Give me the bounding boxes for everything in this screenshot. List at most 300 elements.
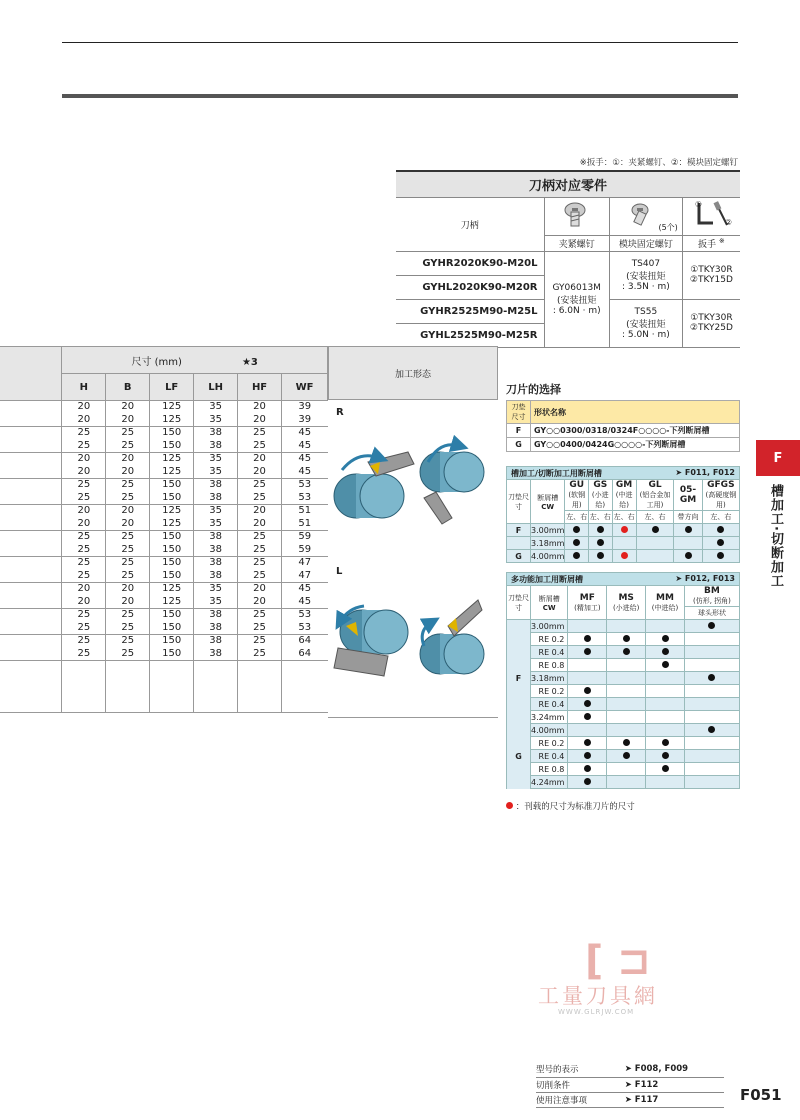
dim-cell: 25 [106,648,150,661]
grooving-row [507,524,740,537]
dot-icon [623,739,630,746]
direction-cell: 左、右 [702,511,739,524]
direction-cell: 左、右 [636,511,674,524]
dim-row [0,622,328,635]
multi-band: ➤ F012, F013 多功能加工用断屑槽 [507,573,740,586]
dot-cell [646,737,685,750]
pad-cell [507,685,531,698]
mb-3: BM (仿形, 拐角) [684,586,739,607]
grooving-cb-header: 断屑槽 CW [531,480,565,524]
dot-cell [589,550,612,563]
dim-cell: 25 [106,570,150,583]
dim-model-cell [0,505,62,518]
dim-empty-cell [238,661,282,713]
pad-cell [507,724,531,737]
dim-cell: 125 [150,466,194,479]
dim-model-cell [0,466,62,479]
direction-cell: 左、右 [612,511,636,524]
cw-cell: RE 0.4 [531,750,568,763]
dim-cell: 38 [194,479,238,492]
dim-cell: 53 [282,622,328,635]
dim-cell: 38 [194,570,238,583]
cw-cell: 4.00mm [531,724,568,737]
dim-model-cell [0,648,62,661]
dim-cell: 20 [238,453,282,466]
dot-cell [636,550,674,563]
header-rule [62,94,738,98]
cw-cell: 3.24mm [531,711,568,724]
grooving-row [507,537,740,550]
dim-cell: 150 [150,570,194,583]
dot-cell [565,537,589,550]
dim-cell: 20 [238,596,282,609]
dot-icon [662,752,669,759]
module-screw-icon [609,197,682,235]
dim-model-cell [0,427,62,440]
dot-cell [702,537,739,550]
clamp-value-cell: GY06013M (安装扭矩 : 6.0N · m) [544,251,609,347]
gb-1: GS (小进给) [589,480,612,511]
clamp-header: 夹紧螺钉 [544,235,609,251]
dot-icon [584,752,591,759]
wrench-header: 扳手 ※ [682,235,740,251]
dim-cell: 38 [194,609,238,622]
dot-cell [684,633,739,646]
dot-cell [684,711,739,724]
dot-icon [584,687,591,694]
dim-cell: 25 [106,557,150,570]
dim-model-cell [0,401,62,414]
ref-link-2[interactable]: ➤ F117 [611,1092,724,1107]
dot-cell [565,524,589,537]
dim-cell: 45 [282,466,328,479]
dim-cell: 150 [150,531,194,544]
pad-cell [507,659,531,672]
col-hf: HF [238,374,282,401]
dot-icon [685,526,692,533]
r-illustration [334,445,484,524]
dim-cell: 45 [282,427,328,440]
dim-cell: 35 [194,583,238,596]
dim-cell: 25 [62,622,106,635]
dot-icon [662,635,669,642]
dim-model-cell [0,531,62,544]
col-wf: WF [282,374,328,401]
dim-row [0,557,328,570]
dim-model-cell [0,622,62,635]
insert-g: GY○○0400/0424G○○○○-下列断屑槽 [531,438,740,452]
dot-icon [573,552,580,559]
dim-model-cell [0,518,62,531]
dim-cell: 25 [62,440,106,453]
grooving-body [507,524,740,563]
ref-link-1[interactable]: ➤ F112 [611,1077,724,1092]
dim-row [0,440,328,453]
dot-cell [612,537,636,550]
multi-pad-header: 刀垫尺寸 [507,586,531,620]
dim-cell: 150 [150,544,194,557]
dot-icon [623,635,630,642]
insert-f: GY○○0300/0318/0324F○○○○-下列断屑槽 [531,424,740,438]
dim-cell: 35 [194,518,238,531]
dot-cell [568,737,607,750]
dot-cell [568,620,607,633]
wrench-note: ※扳手：①：夹紧螺钉、②：模块固定螺钉 [579,158,738,168]
dot-cell [607,724,646,737]
dim-row [0,635,328,648]
dot-icon [717,552,724,559]
dot-icon [584,765,591,772]
model-2: GYHL2020K90-M20R [396,275,544,299]
dim-cell: 35 [194,414,238,427]
dot-icon [662,739,669,746]
watermark-url: WWW.GLRJW.COM [558,1008,635,1016]
shape-name-header: 形状名称 [531,401,740,424]
dim-cell: 47 [282,557,328,570]
multi-row [507,698,740,711]
dim-cell: 25 [62,427,106,440]
dot-icon [584,739,591,746]
dot-cell [568,646,607,659]
clamp-screw-icon [544,197,609,235]
dim-cell: 25 [62,557,106,570]
dot-cell [612,524,636,537]
dim-cell: 20 [106,505,150,518]
dot-cell [565,550,589,563]
multi-row [507,737,740,750]
dim-cell: 150 [150,622,194,635]
pad-cell [507,763,531,776]
dim-cell: 20 [238,401,282,414]
dim-header: 尺寸 (mm) ★3 [62,347,328,374]
dot-cell [568,763,607,776]
model-3: GYHR2525M90-M25L [396,299,544,323]
dot-cell [607,711,646,724]
dot-cell [684,724,739,737]
dot-cell [568,685,607,698]
module-header: 模块固定螺钉 [609,235,682,251]
dim-cell: 20 [238,466,282,479]
bm-sub: 球头形状 [684,607,739,620]
gb-0: GU (软钢用) [565,480,589,511]
dot-cell [568,750,607,763]
dot-cell [646,776,685,789]
dot-cell [568,711,607,724]
mb-2: MM (中进给) [646,586,685,620]
selection-title: 刀片的选择 [506,383,561,396]
parts-title: 刀柄对应零件 [396,171,740,197]
dim-row [0,414,328,427]
dot-icon [573,526,580,533]
pad-f: F [507,424,531,438]
multi-row [507,646,740,659]
dim-cell: 25 [106,479,150,492]
pad-cell: G [507,550,531,563]
dot-cell [646,698,685,711]
dim-model-cell [0,414,62,427]
dot-cell [684,763,739,776]
pad-cell [507,737,531,750]
dim-cell: 25 [238,635,282,648]
cw-cell: RE 0.2 [531,685,568,698]
dot-cell [684,659,739,672]
dim-cell: 38 [194,635,238,648]
dim-empty-cell [0,661,62,713]
grooving-table [506,466,740,563]
dim-cell: 25 [106,440,150,453]
dot-cell [568,776,607,789]
multi-row [507,620,740,633]
dim-cell: 125 [150,505,194,518]
dot-icon [584,635,591,642]
dot-cell [589,524,612,537]
dim-cell: 51 [282,518,328,531]
dim-model-cell [0,453,62,466]
model-1: GYHR2020K90-M20L [396,251,544,275]
multi-row [507,776,740,789]
dim-cell: 20 [62,518,106,531]
col-h: H [62,374,106,401]
grooving-band: ➤ F011, F012 槽加工/切断加工用断屑槽 [507,467,740,480]
dot-cell [684,620,739,633]
dim-cell: 45 [282,583,328,596]
dot-cell [684,750,739,763]
pad-cell [507,620,531,633]
dim-cell: 20 [62,466,106,479]
dim-cell: 38 [194,622,238,635]
dim-empty-cell [150,661,194,713]
parts-table [396,170,740,348]
pad-cell [507,633,531,646]
dim-cell: 125 [150,518,194,531]
dim-cell: 38 [194,427,238,440]
ref-label-1: 切削条件 [536,1077,611,1092]
dim-cell: 38 [194,440,238,453]
red-dot-icon [506,802,513,809]
dot-icon [708,622,715,629]
dim-empty-cell [106,661,150,713]
dim-cell: 39 [282,414,328,427]
dim-body [0,401,328,713]
dot-cell [607,763,646,776]
dot-cell [646,646,685,659]
dot-icon [597,552,604,559]
dim-row [0,544,328,557]
dot-cell [646,685,685,698]
dot-cell [607,685,646,698]
cw-cell: 3.00mm [531,620,568,633]
dim-cell: 25 [62,648,106,661]
dot-icon [662,661,669,668]
dim-cell: 150 [150,427,194,440]
wrench-icon [682,197,740,235]
multi-row [507,711,740,724]
label-l: L [336,566,343,577]
gb-3: GL (铝合金加工用) [636,480,674,511]
dim-cell: 150 [150,635,194,648]
dim-cell: 20 [62,505,106,518]
dim-row [0,479,328,492]
top-rule [62,42,738,43]
dot-cell [646,620,685,633]
dim-cell: 20 [62,583,106,596]
dot-cell [646,724,685,737]
col-lh: LH [194,374,238,401]
wrench-mark-1: ① [694,199,702,209]
dot-icon [584,648,591,655]
cw-cell: 3.00mm [531,525,565,535]
red-dot-icon [621,552,628,559]
dot-icon [584,778,591,785]
dot-icon [708,674,715,681]
col-lf: LF [150,374,194,401]
col-b: B [106,374,150,401]
dim-cell: 25 [238,544,282,557]
dim-row [0,401,328,414]
label-r: R [336,407,344,418]
dim-cell: 25 [238,609,282,622]
dot-cell [607,750,646,763]
dot-cell [702,524,739,537]
gb-5: GFGS (高硬度钢用) [702,480,739,511]
cw-cell: RE 0.2 [531,633,568,646]
dim-cell: 25 [238,622,282,635]
dot-cell [607,672,646,685]
dot-cell [684,672,739,685]
dot-icon [597,539,604,546]
cw-cell: 4.00mm [531,551,565,561]
dim-cell: 38 [194,492,238,505]
dot-cell [607,776,646,789]
multi-row [507,685,740,698]
dot-cell [607,620,646,633]
dim-cell: 150 [150,557,194,570]
dim-cell: 39 [282,401,328,414]
multi-body [507,620,740,789]
dim-cell: 64 [282,648,328,661]
pad-g: G [507,438,531,452]
dim-cell: 125 [150,453,194,466]
module-count: (5个) [658,222,678,232]
gb-4: 05-GM [674,480,702,511]
pad-cell [507,698,531,711]
dim-cell: 20 [106,453,150,466]
dim-cell: 25 [106,427,150,440]
dot-icon [623,648,630,655]
dim-cell: 150 [150,492,194,505]
dim-row [0,518,328,531]
dim-cell: 45 [282,453,328,466]
dot-cell [646,672,685,685]
dim-cell: 125 [150,596,194,609]
dim-cell: 47 [282,570,328,583]
cw-cell: 3.18mm [531,672,568,685]
dim-empty-cell [282,661,328,713]
dot-icon [662,648,669,655]
dim-cell: 25 [238,531,282,544]
ref-link-0[interactable]: ➤ F008, F009 [611,1062,724,1077]
dim-cell: 25 [62,479,106,492]
multi-cb-header: 断屑槽 CW [531,586,568,620]
pad-cell: F [507,524,531,537]
dim-blank-header [0,347,62,401]
pad-cell [507,537,531,550]
dot-icon [597,526,604,533]
dim-cell: 25 [238,427,282,440]
shape-header: 加工形态 [328,346,498,400]
dim-cell: 20 [106,401,150,414]
dim-cell: 38 [194,531,238,544]
module-value-1: TS407 (安装扭矩 : 3.5N · m) [609,251,682,299]
dot-icon [584,713,591,720]
dim-cell: 53 [282,609,328,622]
dot-cell [607,646,646,659]
dot-icon [717,539,724,546]
dim-cell: 125 [150,401,194,414]
dot-cell [607,633,646,646]
dim-cell: 45 [282,440,328,453]
dim-model-cell [0,544,62,557]
multi-row [507,659,740,672]
cw-cell: 4.24mm [531,776,568,789]
dot-cell [674,524,702,537]
pad-header: 刀垫尺寸 [507,401,531,424]
cw-cell: RE 0.2 [531,737,568,750]
dot-icon [652,526,659,533]
dim-cell: 53 [282,492,328,505]
dim-model-cell [0,570,62,583]
dim-cell: 150 [150,440,194,453]
dim-cell: 20 [106,583,150,596]
dim-model-cell [0,557,62,570]
cw-cell: RE 0.8 [531,763,568,776]
wrench-mark-2: ② [724,217,732,227]
watermark-logo-icon: [ ⊐ [585,938,651,984]
section-tab[interactable]: F [756,440,800,476]
dim-cell: 20 [106,466,150,479]
dim-row [0,531,328,544]
wrench-value-2: ①TKY30R ②TKY25D [682,299,740,347]
dim-cell: 25 [62,531,106,544]
dim-model-cell [0,583,62,596]
dim-model-cell [0,479,62,492]
dot-cell [636,537,674,550]
dim-cell: 20 [62,453,106,466]
dim-cell: 25 [106,531,150,544]
ref-label-2: 使用注意事项 [536,1092,611,1107]
l-illustration [334,600,484,676]
dot-cell [636,524,674,537]
dim-cell: 20 [62,414,106,427]
dim-cell: 125 [150,414,194,427]
pad-cell [507,776,531,789]
dim-cell: 25 [238,479,282,492]
dim-cell: 25 [62,544,106,557]
dot-cell [568,698,607,711]
dim-cell: 25 [62,609,106,622]
model-4: GYHL2525M90-M25R [396,323,544,347]
dot-cell [674,550,702,563]
dot-cell [674,537,702,550]
dim-cell: 45 [282,596,328,609]
dim-cell: 125 [150,583,194,596]
watermark-text: 工量刀具網 [538,984,658,1008]
dim-row [0,427,328,440]
multi-row [507,672,740,685]
dot-cell [646,659,685,672]
direction-cell: 带方向 [674,511,702,524]
dot-icon [717,526,724,533]
